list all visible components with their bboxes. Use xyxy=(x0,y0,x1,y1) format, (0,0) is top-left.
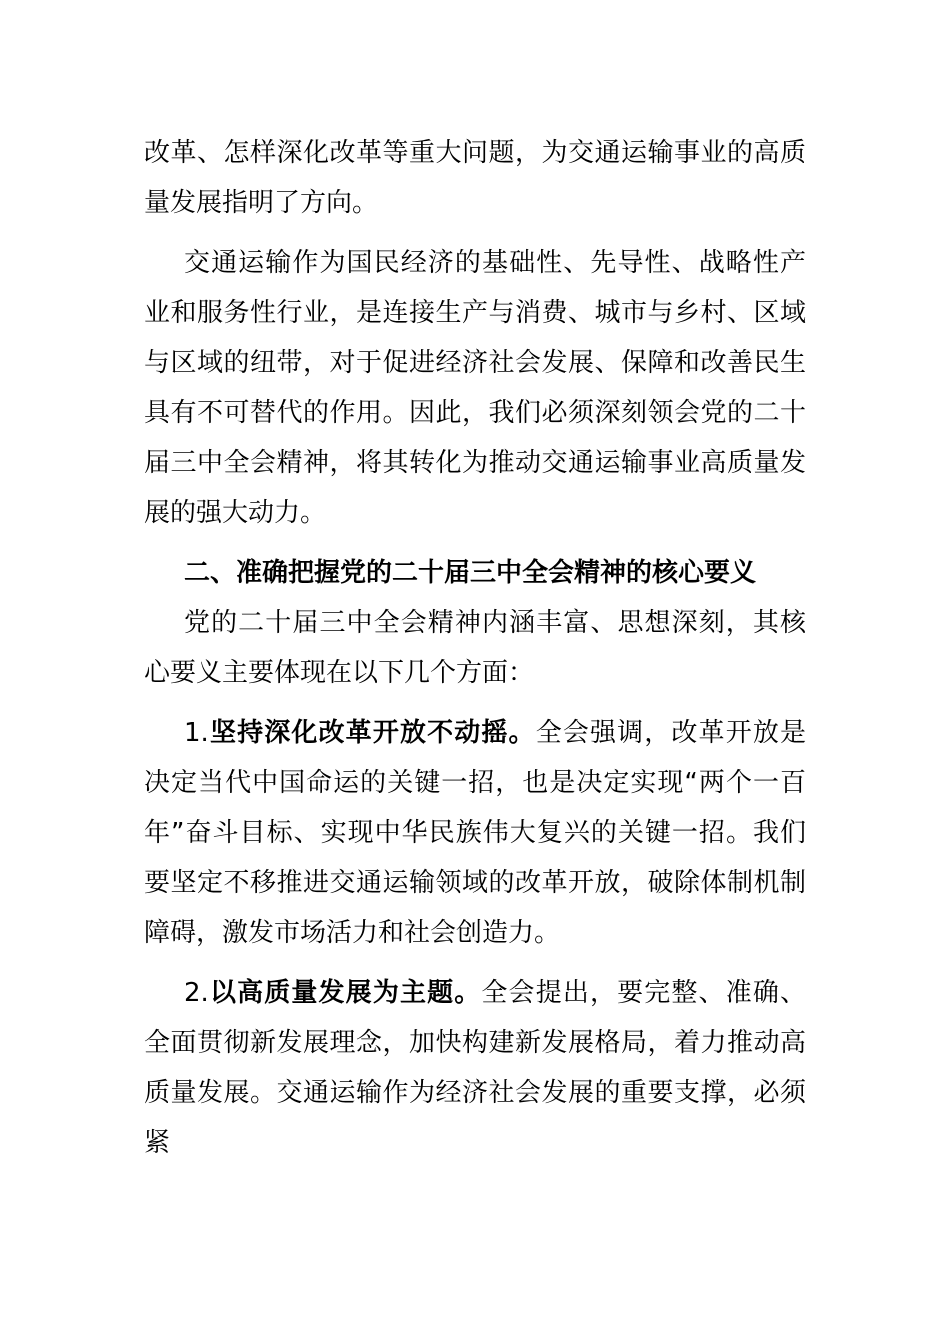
list-item-2-number: 2. xyxy=(184,978,209,1008)
list-item-2 xyxy=(144,968,806,1168)
document-body xyxy=(144,128,806,1168)
list-item-2-title: 以高质量发展为主题。 xyxy=(208,978,482,1008)
list-item-1-number: 1. xyxy=(184,718,209,748)
list-item-2-text: 全会提出，要完整、准确、全面贯彻新发展理念，加快构建新发展格局，着力推动高质量发展。交通运输作为经济社会发展的重要支撑，必须紧 xyxy=(144,978,806,1158)
list-item-1 xyxy=(144,708,806,958)
list-item-1-title: 坚持深化改革开放不动摇。 xyxy=(208,718,536,748)
section-heading-2: 二、准确把握党的二十届三中全会精神的核心要义 xyxy=(184,558,757,588)
list-item-1-text: 全会强调，改革开放是决定当代中国命运的关键一招，也是决定实现“两个一百年”奋斗目标、实现中华民族伟大复兴的关键一招。我们要坚定不移推进交通运输领域的改革开放，破除体制机制障碍，激发市场活力和社会创造力。 xyxy=(144,718,806,948)
paragraph-core-intro: 党的二十届三中全会精神内涵丰富、思想深刻，其核心要义主要体现在以下几个方面： xyxy=(144,608,806,688)
paragraph-transport-role: 交通运输作为国民经济的基础性、先导性、战略性产业和服务性行业，是连接生产与消费、城市与乡村、区域与区域的纽带，对于促进经济社会发展、保障和改善民生具有不可替代的作用。因此，我们必须深刻领会党的二十届三中全会精神，将其转化为推动交通运输事业高质量发展的强大动力。 xyxy=(144,248,806,528)
paragraph-continuation: 改革、怎样深化改革等重大问题，为交通运输事业的高质量发展指明了方向。 xyxy=(144,138,806,218)
